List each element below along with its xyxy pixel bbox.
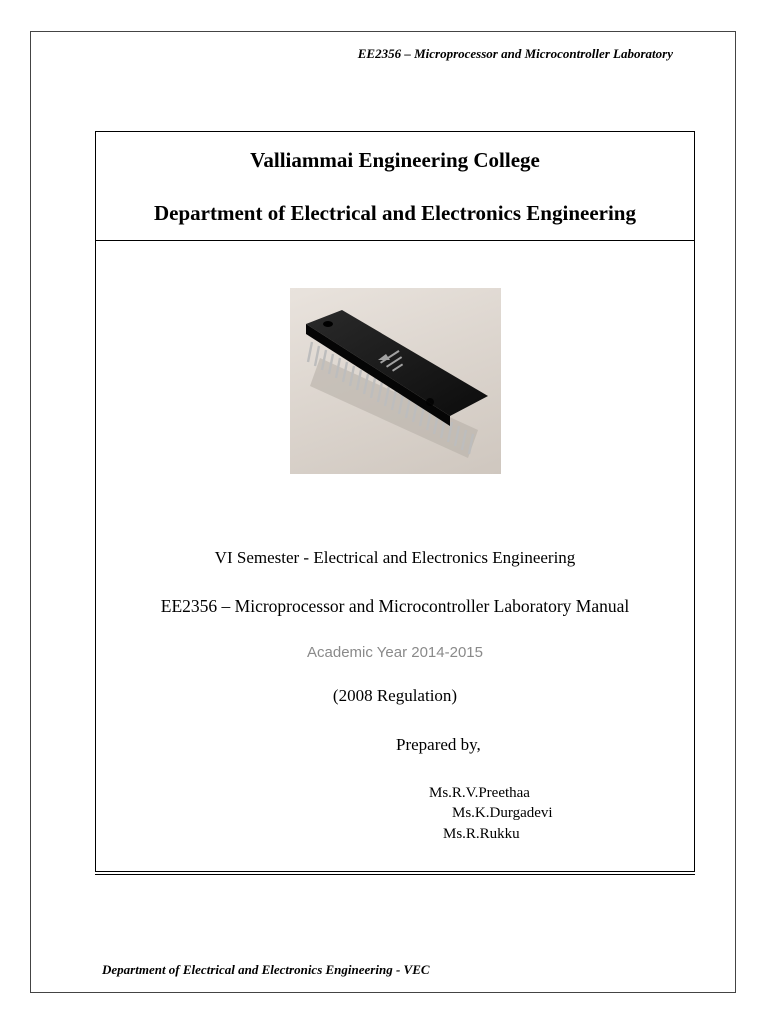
manual-title: EE2356 – Microprocessor and Microcontroller Laboratory Manual bbox=[160, 596, 630, 616]
department-name: Department of Electrical and Electronics Engineering bbox=[154, 201, 636, 225]
prepared-by-label: Prepared by, bbox=[396, 735, 481, 754]
author-name: Ms.R.V.Preethaa bbox=[429, 785, 530, 801]
heading-block bbox=[96, 132, 694, 241]
academic-year: Academic Year 2014-2015 bbox=[307, 644, 483, 661]
microcontroller-chip-image bbox=[290, 288, 501, 474]
college-name: Valliammai Engineering College bbox=[250, 148, 540, 172]
author-name: Ms.K.Durgadevi bbox=[452, 805, 553, 821]
author-name: Ms.R.Rukku bbox=[443, 826, 520, 842]
title-frame-double-rule bbox=[95, 874, 695, 875]
regulation: (2008 Regulation) bbox=[332, 686, 458, 705]
semester-line: VI Semester - Electrical and Electronics Engineering bbox=[214, 548, 576, 567]
chip-illustration bbox=[290, 288, 501, 474]
running-footer: Department of Electrical and Electronics Engineering - VEC bbox=[102, 962, 430, 977]
title-frame bbox=[95, 131, 695, 872]
running-header: EE2356 – Microprocessor and Microcontroller Laboratory bbox=[357, 46, 673, 61]
